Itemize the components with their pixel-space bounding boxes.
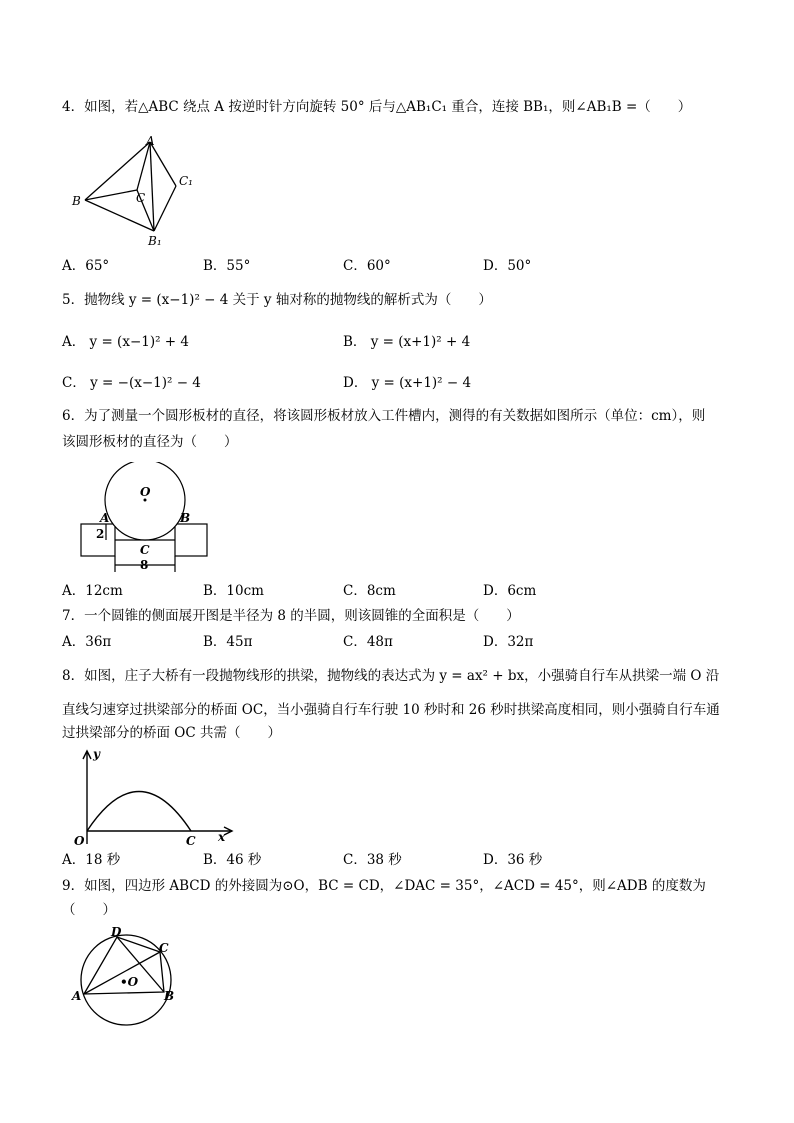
q5-option-a[interactable]: A． y = (x−1)² + 4: [62, 334, 190, 350]
q8-figure: [68, 744, 240, 848]
q6-label-o: O: [140, 485, 151, 499]
q8-text-line1: 8．如图，庄子大桥有一段抛物线形的拱梁，抛物线的表达式为 y = ax² + bx，小强骑自行车从拱梁一端 O 沿: [62, 668, 720, 684]
q8-option-c[interactable]: C．38 秒: [343, 852, 402, 868]
q5-option-c[interactable]: C． y = −(x−1)² − 4: [62, 375, 201, 391]
q8-option-b[interactable]: B．46 秒: [203, 852, 262, 868]
q9-label-a: A: [72, 989, 82, 1003]
q5-option-d[interactable]: D． y = (x+1)² − 4: [343, 375, 472, 391]
q7-text: 7．一个圆锥的侧面展开图是半径为 8 的半圆，则该圆锥的全面积是（ ）: [62, 608, 520, 624]
q6-figure: [78, 462, 214, 576]
q9-label-o: •O: [120, 975, 139, 989]
q6-text-line1: 6．为了测量一个圆形板材的直径，将该圆形板材放入工件槽内，测得的有关数据如图所示（单位：cm），则: [62, 408, 706, 424]
q4-option-a[interactable]: A．65°: [62, 258, 110, 274]
q6-option-d[interactable]: D．6cm: [483, 583, 537, 599]
q9-label-b: B: [164, 989, 175, 1003]
q9-text-line2: （ ）: [62, 902, 116, 918]
q9-label-d: D: [111, 925, 122, 939]
q5-text: 5．抛物线 y = (x−1)² − 4 关于 y 轴对称的抛物线的解析式为（ ）: [62, 292, 492, 308]
q4-option-c[interactable]: C．60°: [343, 258, 391, 274]
q7-option-a[interactable]: A．36π: [62, 634, 112, 650]
q8-label-o: O: [74, 834, 85, 848]
q6-dim-width: 8: [140, 558, 149, 572]
q9-label-c: C: [159, 941, 169, 955]
q4-label-c: C: [136, 191, 146, 205]
q6-text-line2: 该圆形板材的直径为（ ）: [62, 434, 238, 450]
q4-label-a: A: [146, 134, 155, 148]
q4-figure: [68, 134, 208, 252]
q6-option-c[interactable]: C．8cm: [343, 583, 396, 599]
q8-option-d[interactable]: D．36 秒: [483, 852, 543, 868]
q4-option-b[interactable]: B．55°: [203, 258, 251, 274]
q4-label-b: B: [72, 194, 81, 208]
q8-label-y: y: [93, 747, 100, 761]
q6-label-c: C: [140, 543, 150, 557]
q7-option-d[interactable]: D．32π: [483, 634, 534, 650]
q4-label-b1: B₁: [148, 234, 162, 248]
q4-option-d[interactable]: D．50°: [483, 258, 532, 274]
q8-text-line3: 过拱梁部分的桥面 OC 共需（ ）: [62, 725, 281, 741]
q4-label-c1: C₁: [179, 174, 193, 188]
q8-label-x: x: [218, 830, 226, 844]
q5-option-b[interactable]: B． y = (x+1)² + 4: [343, 334, 471, 350]
q7-option-b[interactable]: B．45π: [203, 634, 253, 650]
q4-text: 4．如图，若△ABC 绕点 A 按逆时针方向旋转 50° 后与△AB₁C₁ 重合，连接 BB₁，则∠AB₁B =（ ）: [62, 99, 692, 115]
q6-option-a[interactable]: A．12cm: [62, 583, 123, 599]
q6-label-b: B: [180, 511, 191, 525]
q8-label-c: C: [186, 834, 196, 848]
q9-text-line1: 9．如图，四边形 ABCD 的外接圆为⊙O，BC = CD，∠DAC = 35°，∠ACD = 45°，则∠ADB 的度数为: [62, 878, 706, 894]
q8-option-a[interactable]: A．18 秒: [62, 852, 121, 868]
q8-text-line2: 直线匀速穿过拱梁部分的桥面 OC，当小强骑自行车行驶 10 秒时和 26 秒时拱梁高度相同，则小强骑自行车通: [62, 702, 720, 718]
q9-figure: [68, 922, 186, 1030]
q6-dim-height: 2: [96, 527, 105, 541]
q6-label-a: A: [100, 511, 110, 525]
q7-option-c[interactable]: C．48π: [343, 634, 393, 650]
q6-option-b[interactable]: B．10cm: [203, 583, 264, 599]
